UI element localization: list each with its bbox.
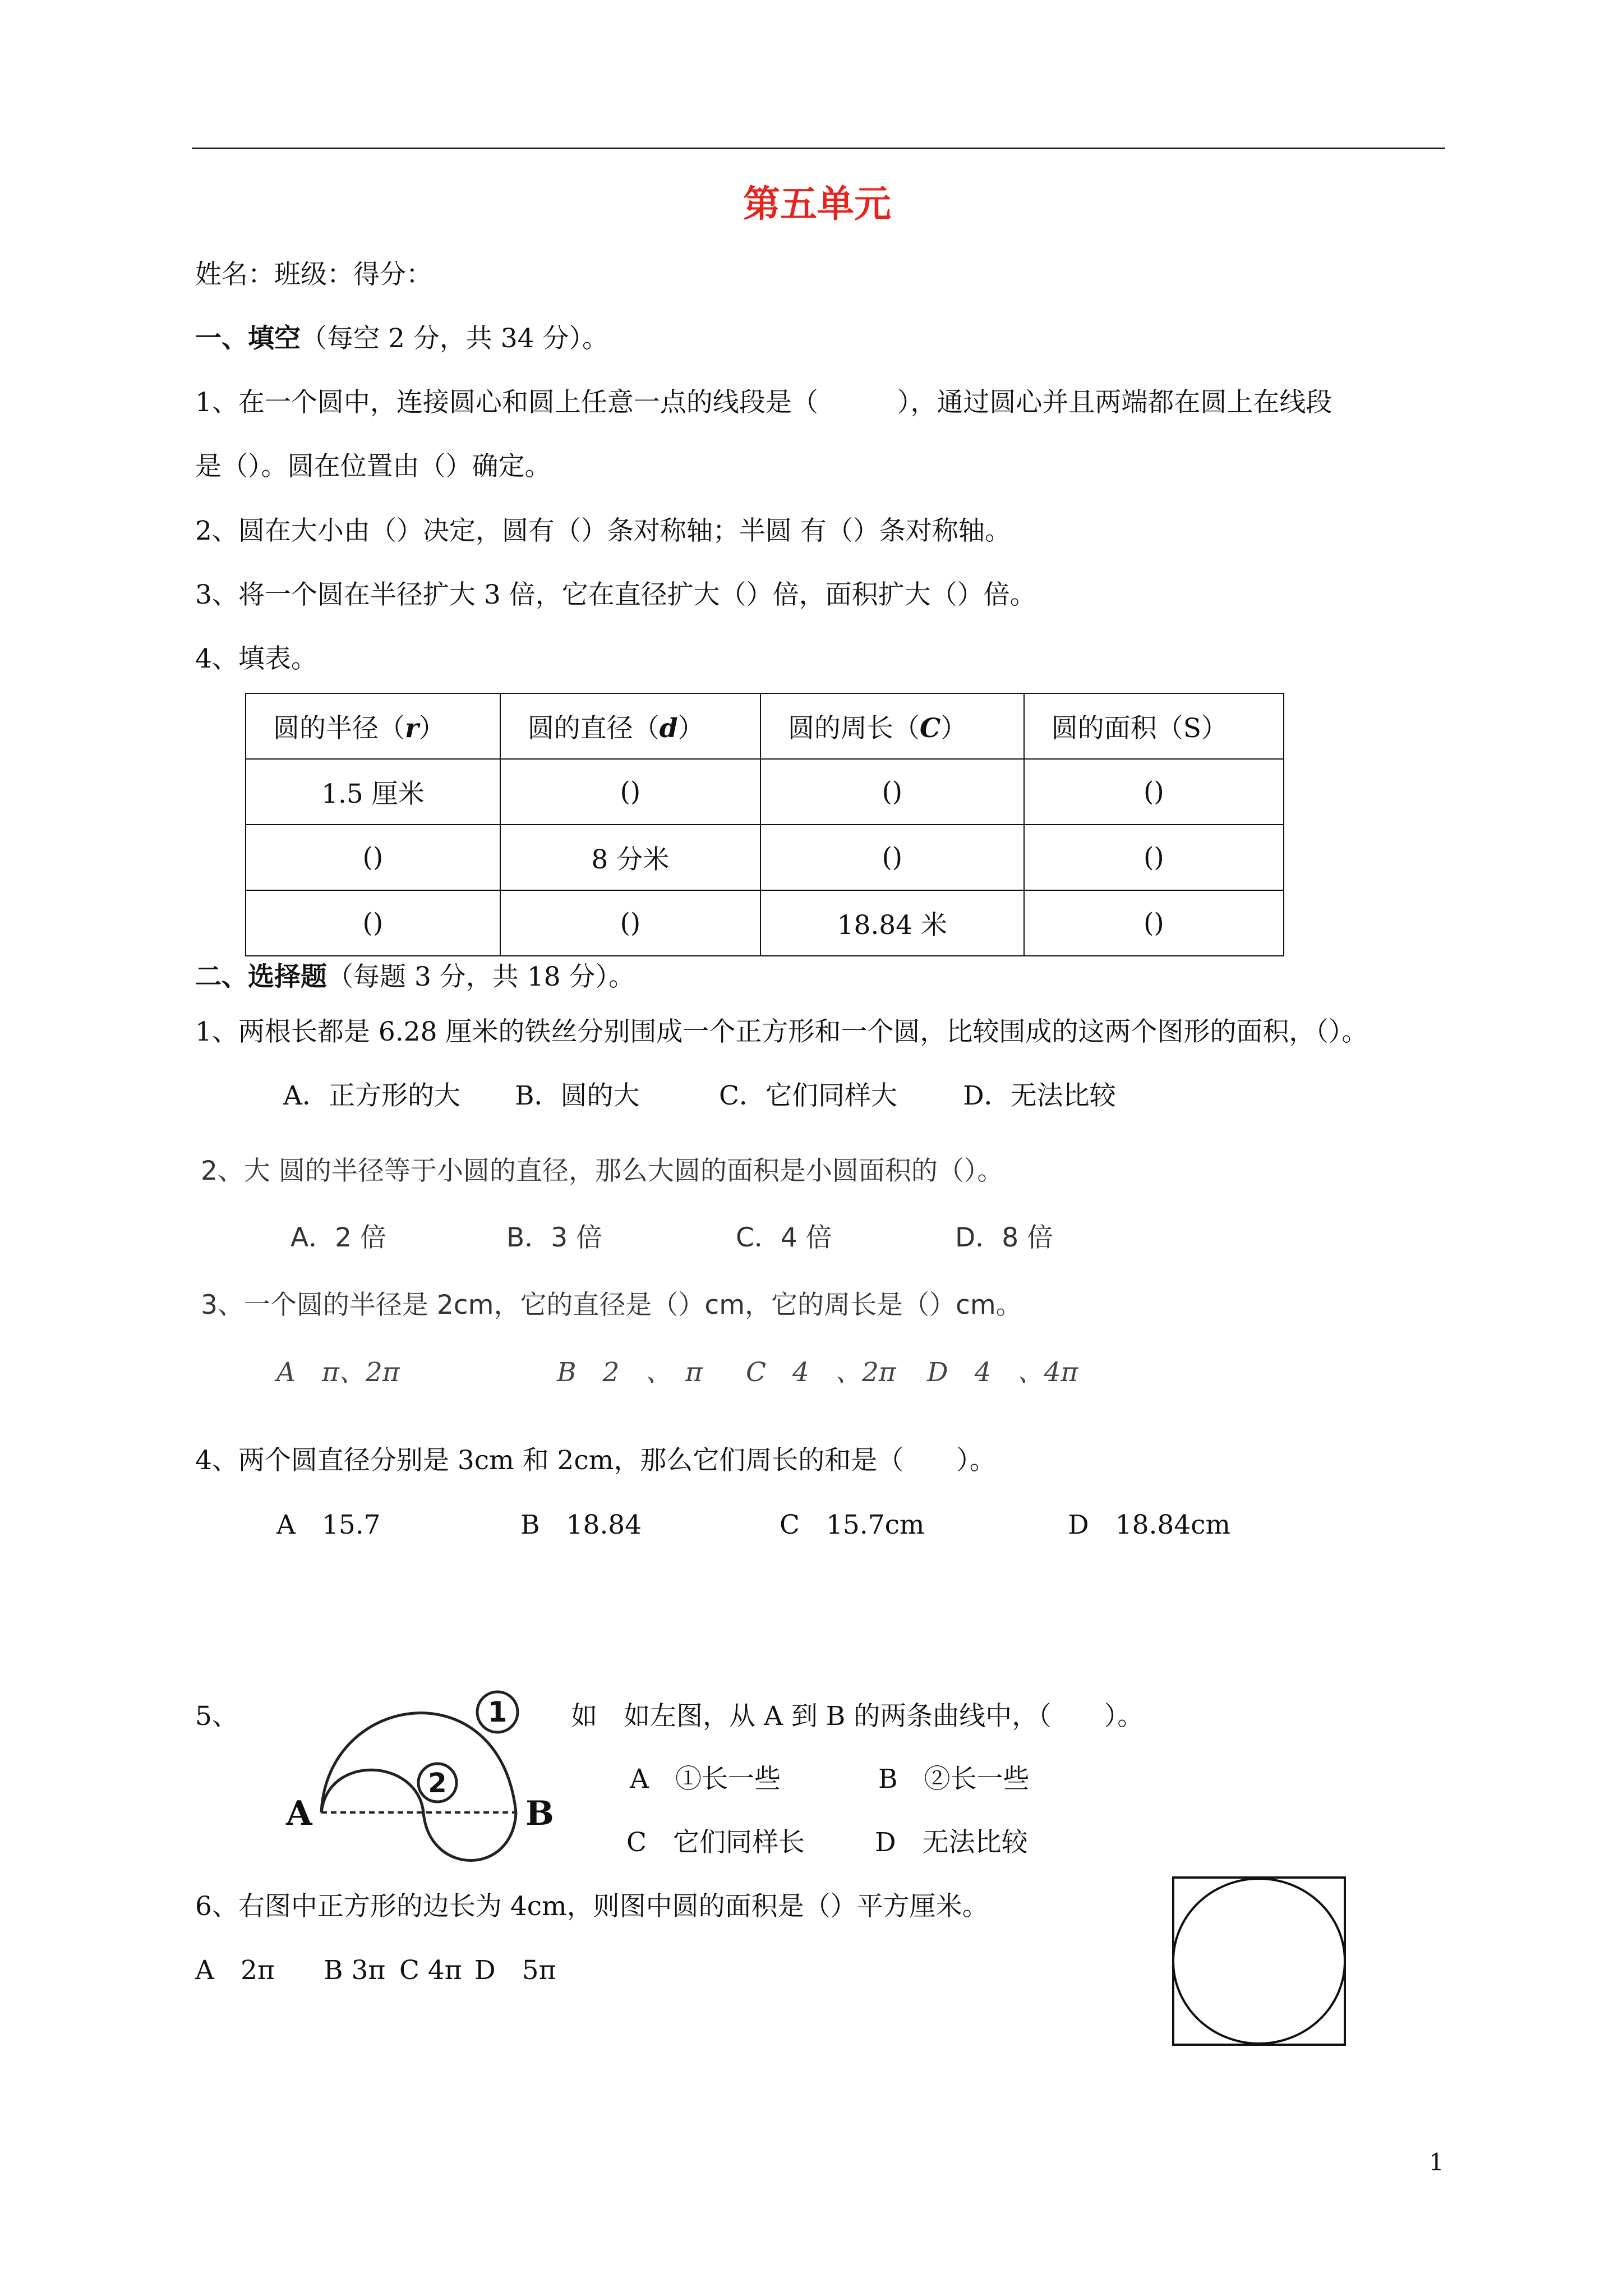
choice-5-option-c: C 它们同样长 (626, 1827, 805, 1858)
student-info-line: 姓名：班级：得分： (195, 259, 432, 290)
choice-question-5: 如 如左图，从 A 到 B 的两条曲线中，（ ）。 (571, 1701, 1144, 1732)
choice-question-5-number: 5、 (195, 1701, 238, 1732)
choice-6-option-c: C 4π (399, 1955, 462, 1986)
table-row (246, 825, 1284, 890)
table-cell: () (1024, 759, 1284, 825)
choice-3-option-d: D 4 、4π (927, 1357, 1078, 1388)
choice-5-option-d: D 无法比较 (875, 1827, 1028, 1858)
choice-1-option-a: A．正方形的大 (283, 1080, 460, 1111)
section-1-header (195, 322, 608, 356)
section-1-note: （每空 2 分，共 34 分）。 (301, 323, 608, 354)
table-cell: () (1024, 825, 1284, 890)
table-cell: () (500, 759, 760, 825)
table-header-cell: 圆的半径（r） (246, 693, 500, 759)
fill-question-3: 3、将一个圆在半径扩大 3 倍，它在直径扩大（）倍，面积扩大（）倍。 (195, 579, 1036, 610)
section-2-note: （每题 3 分，共 18 分）。 (327, 961, 635, 992)
table-header-cell: 圆的直径（d） (500, 693, 760, 759)
choice-6-option-d: D 5π (474, 1955, 556, 1986)
choice-4-option-a: A 15.7 (276, 1510, 381, 1540)
page-number: 1 (1429, 2148, 1444, 2176)
table-cell: () (246, 890, 500, 956)
choice-1-option-d: D．无法比较 (963, 1080, 1116, 1111)
choice-3-option-b: B 2 、 π (557, 1357, 703, 1388)
table-cell: 1.5 厘米 (246, 759, 500, 825)
table-cell: 8 分米 (500, 825, 760, 890)
choice-2-option-c: C．4 倍 (736, 1222, 832, 1253)
choice-2-option-b: B．3 倍 (506, 1222, 603, 1253)
choice-4-option-b: B 18.84 (520, 1510, 642, 1540)
choice-3-option-a: A π、2π (276, 1357, 400, 1388)
table-cell: () (1024, 890, 1284, 956)
choice-2-option-d: D．8 倍 (955, 1222, 1054, 1253)
point-a-label: A (286, 1794, 312, 1833)
curve-2-label: 2 (428, 1768, 447, 1799)
square-with-circle-figure (1172, 1876, 1352, 2050)
choice-3-option-c: C 4 、2π (746, 1357, 896, 1388)
choice-5-option-b: B ②长一些 (878, 1764, 1030, 1795)
table-cell: () (246, 825, 500, 890)
choice-4-option-d: D 18.84cm (1068, 1510, 1231, 1540)
fill-question-1-line-1: 1、在一个圆中，连接圆心和圆上任意一点的线段是（ ），通过圆心并且两端都在圆上在线段 (195, 387, 1332, 418)
section-2-header (195, 960, 635, 994)
choice-5-option-a: A ①长一些 (630, 1764, 781, 1795)
choice-question-3: 3、一个圆的半径是 2cm，它的直径是（）cm，它的周长是（）cm。 (201, 1290, 1022, 1320)
table-row (246, 759, 1284, 825)
choice-4-option-c: C 15.7cm (780, 1510, 925, 1540)
circle-fill-table (245, 693, 1284, 956)
section-1-heading: 一、填空 (195, 323, 301, 354)
page-title: 第五单元 (743, 182, 891, 226)
table-cell: () (500, 890, 760, 956)
choice-question-2: 2、大 圆的半径等于小圆的直径，那么大圆的面积是小圆面积的（）。 (201, 1156, 1004, 1186)
choice-question-6: 6、右图中正方形的边长为 4cm，则图中圆的面积是（）平方厘米。 (195, 1891, 989, 1922)
table-header-cell: 圆的周长（C） (760, 693, 1024, 759)
table-cell: 18.84 米 (760, 890, 1024, 956)
choice-question-4: 4、两个圆直径分别是 3cm 和 2cm，那么它们周长的和是（ ）。 (195, 1445, 996, 1476)
table-cell: () (760, 759, 1024, 825)
choice-2-option-a: A．2 倍 (291, 1222, 386, 1253)
table-cell: () (760, 825, 1024, 890)
section-2-heading: 二、选择题 (195, 961, 327, 992)
arc-curves-figure (266, 1674, 580, 1893)
table-header-row (246, 693, 1284, 759)
point-b-label: B (525, 1794, 554, 1833)
choice-1-option-b: B．圆的大 (515, 1080, 640, 1111)
choice-6-option-a: A 2π (195, 1955, 275, 1986)
table-row (246, 890, 1284, 956)
choice-6-option-b: B 3π (324, 1955, 386, 1986)
table-header-cell: 圆的面积（S） (1024, 693, 1284, 759)
fill-question-1-line-2: 是（）。圆在位置由（）确定。 (195, 451, 551, 482)
inscribed-circle (1173, 1879, 1345, 2044)
fill-question-2: 2、圆在大小由（）决定，圆有（）条对称轴；半圆 有（）条对称轴。 (195, 516, 1011, 546)
curve-1-label: 1 (487, 1696, 508, 1728)
header-rule (192, 148, 1445, 149)
fill-question-4: 4、填表。 (195, 643, 317, 674)
choice-question-1: 1、两根长都是 6.28 厘米的铁丝分别围成一个正方形和一个圆，比较围成的这两个图形的面积，（）。 (195, 1016, 1368, 1047)
choice-1-option-c: C．它们同样大 (719, 1080, 897, 1111)
